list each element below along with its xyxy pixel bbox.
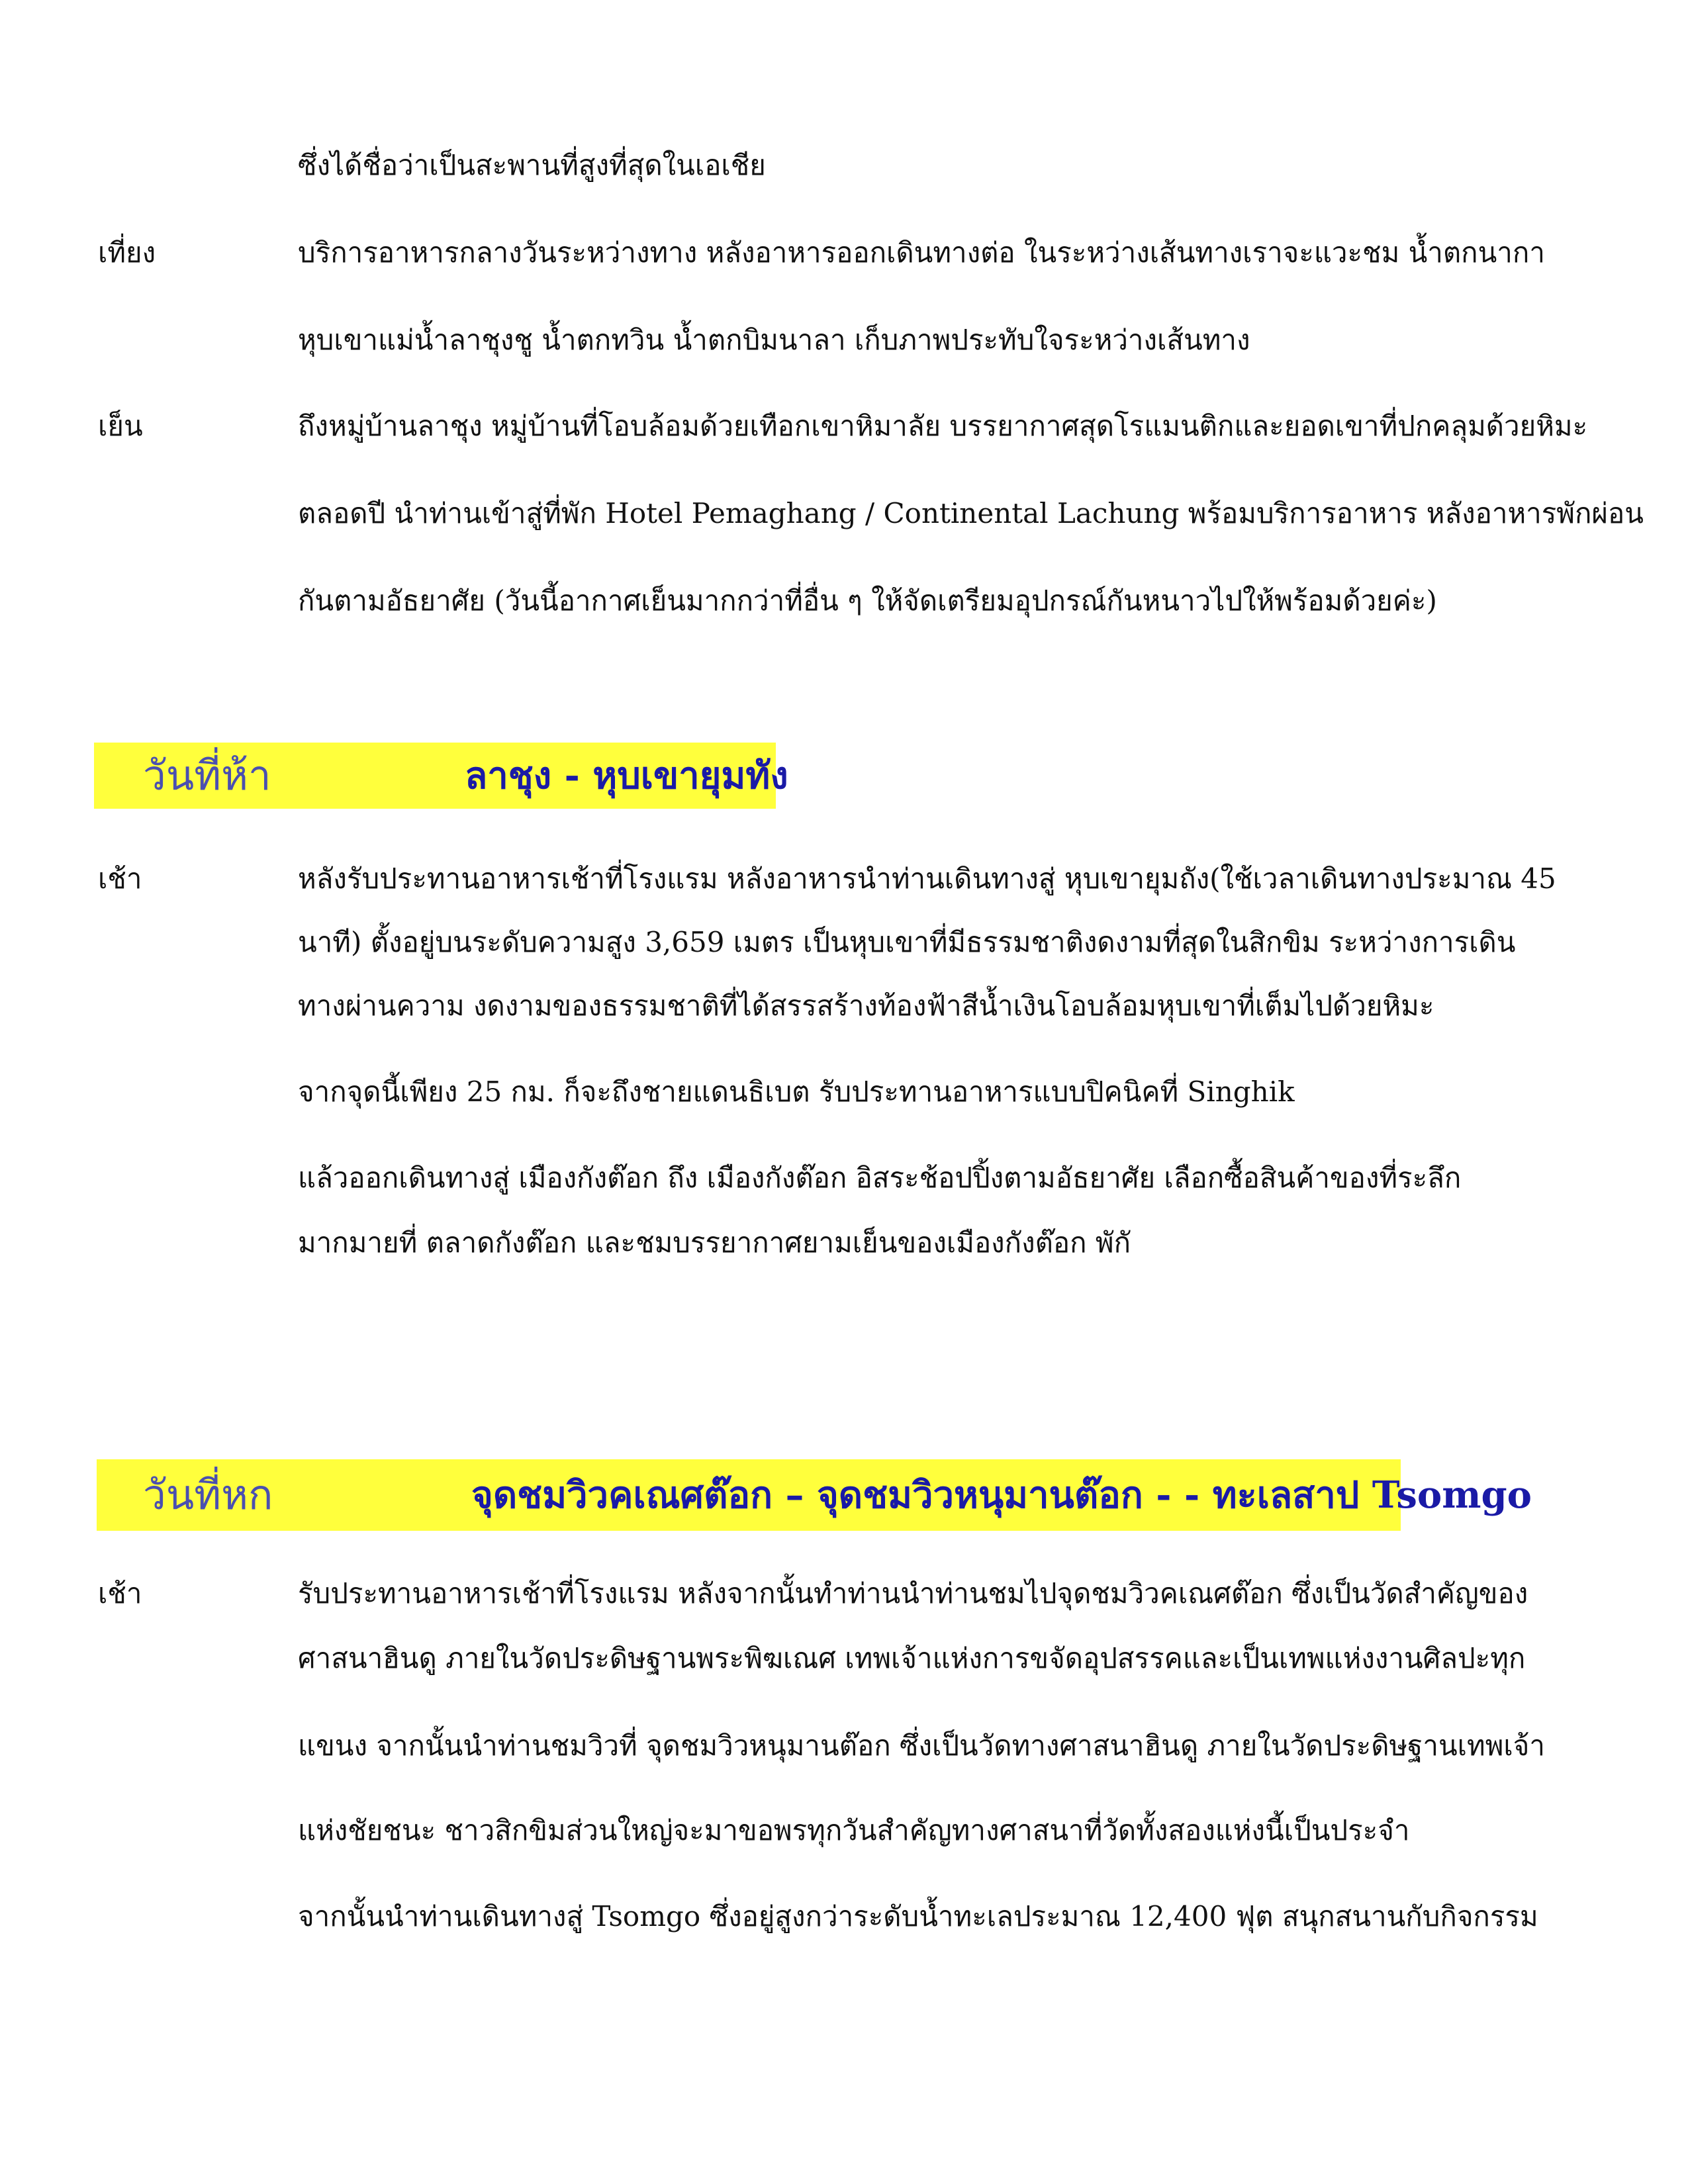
lunch-line-1: บริการอาหารกลางวันระหว่างทาง หลังอาหารออกเดินทางต่อ ในระหว่างเส้นทางเราจะแวะชม น้ำตกนากา	[298, 236, 1545, 269]
day6-route: จุดชมวิวคเณศต๊อก – จุดชมวิวหนุมานต๊อก - - ทะเลสาป Tsomgo	[471, 1473, 1532, 1517]
day5-day-label: วันที่ห้า	[143, 751, 271, 799]
day5-line-5: แล้วออกเดินทางสู่ เมืองกังต๊อก ถึง เมืองกังต๊อก อิสระช้อปปิ้งตามอัธยาศัย เลือกซื้อสินค้าของที่ระลึก	[298, 1161, 1462, 1194]
day6-line-1: รับประทานอาหารเช้าที่โรงแรม หลังจากนั้นทำท่านนำท่านชมไปจุดชมวิวคเณศต๊อก ซึ่งเป็นวัดสำคัญของ	[298, 1577, 1528, 1610]
day6-line-2: ศาสนาฮินดู ภายในวัดประดิษฐานพระพิฆเณศ เทพเจ้าแห่งการขจัดอุปสรรคและเป็นเทพแห่งงานศิลปะทุก	[298, 1642, 1526, 1674]
day5-line-2: นาที) ตั้งอยู่บนระดับความสูง 3,659 เมตร เป็นหุบเขาที่มีธรรมชาติงดงามที่สุดในสิกขิม ระหว่างการเดิน	[298, 926, 1516, 958]
day5-line-6: มากมายที่ ตลาดกังต๊อก และชมบรรยากาศยามเย็นของเมืองกังต๊อก พักั	[298, 1226, 1131, 1259]
evening-label: เย็น	[98, 410, 143, 442]
day5-route: ลาชุง - หุบเขายุมทัง	[465, 754, 788, 797]
day6-line-5: จากนั้นนำท่านเดินทางสู่ Tsomgo ซึ่งอยู่สูงกว่าระดับน้ำทะเลประมาณ 12,400 ฟุต สนุกสนานกับกิจกรรม	[298, 1900, 1538, 1933]
day5-morning-label: เช้า	[98, 862, 142, 895]
day6-line-3: แขนง จากนั้นนำท่านชมวิวที่ จุดชมวิวหนุมานต๊อก ซึ่งเป็นวัดทางศาสนาฮินดู ภายในวัดประดิษฐานเทพเจ้า	[298, 1729, 1545, 1762]
day6-morning-label: เช้า	[98, 1577, 142, 1610]
evening-line-3: กันตามอัธยาศัย (วันนี้อากาศเย็นมากกว่าที่อื่น ๆ ให้จัดเตรียมอุปกรณ์กันหนาวไปให้พร้อมด้วยค่ะ)	[298, 584, 1437, 617]
day6-banner	[97, 1459, 1532, 1531]
day5-line-3: ทางผ่านความ งดงามของธรรมชาติที่ได้สรรสร้างท้องฟ้าสีน้ำเงินโอบล้อมหุบเขาที่เต็มไปด้วยหิมะ	[298, 989, 1434, 1022]
evening-line-2: ตลอดปี นำท่านเข้าสู่ที่พัก Hotel Pemaghang / Continental Lachung พร้อมบริการอาหาร หลังอาหารพักผ่อน	[298, 497, 1644, 529]
day5-line-4: จากจุดนี้เพียง 25 กม. ก็จะถึงชายแดนธิเบต รับประทานอาหารแบบปิคนิคที่ Singhik	[298, 1075, 1295, 1108]
day6-line-4: แห่งชัยชนะ ชาวสิกขิมส่วนใหญ่จะมาขอพรทุกวันสำคัญทางศาสนาที่วัดทั้งสองแห่งนี้เป็นประจำ	[298, 1814, 1410, 1846]
day5-line-1: หลังรับประทานอาหารเช้าที่โรงแรม หลังอาหารนำท่านเดินทางสู่ หุบเขายุมถัง(ใช้เวลาเดินทางประมาณ 45	[298, 862, 1556, 895]
lunch-label: เที่ยง	[98, 236, 156, 269]
lunch-line-2: หุบเขาแม่น้ำลาชุงชู น้ำตกทวิน น้ำตกบิมนาลา เก็บภาพประทับใจระหว่างเส้นทาง	[298, 324, 1250, 356]
evening-line-1: ถึงหมู่บ้านลาชุง หมู่บ้านที่โอบล้อมด้วยเทือกเขาหิมาลัย บรรยากาศสุดโรแมนติกและยอดเขาที่ปกคลุมด้วยหิมะ	[298, 410, 1588, 442]
day5-banner	[94, 743, 788, 809]
day6-day-label: วันที่หก	[143, 1471, 273, 1519]
intro-line: ซึ่งได้ชื่อว่าเป็นสะพานที่สูงที่สุดในเอเชีย	[298, 149, 766, 181]
